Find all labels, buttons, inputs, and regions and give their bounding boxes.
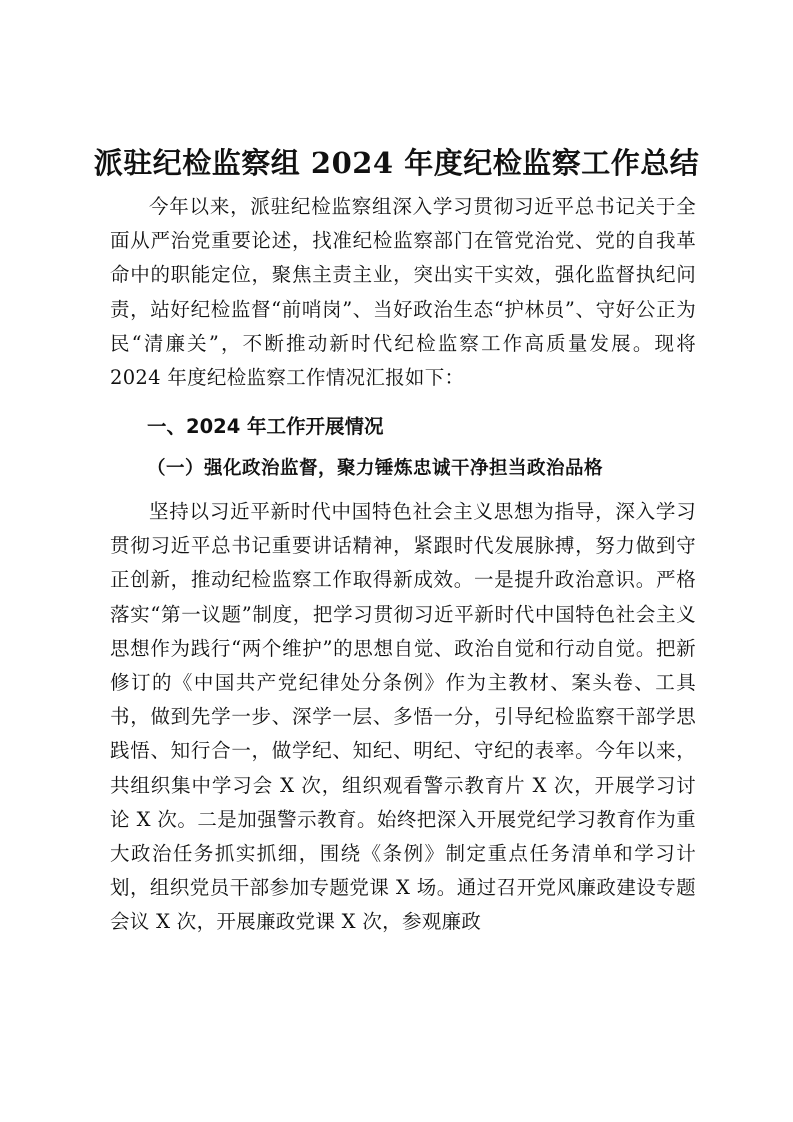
intro-paragraph: 今年以来，派驻纪检监察组深入学习贯彻习近平总书记关于全面从严治党重要论述，找准纪检监察部门在管党治党、党的自我革命中的职能定位，聚焦主责主业，突出实干实效，强化监督执纪问责，站好纪检监督“前哨岗”、当好政治生态“护林员”、守好公正为民“清廉关”，不断推动新时代纪检监察工作高质量发展。现将 2024 年度纪检监察工作情况汇报如下： [110,195,696,390]
document-title: 派驻纪检监察组 2024 年度纪检监察工作总结 [93,146,700,180]
subsection-paragraph-block [110,495,696,940]
subsection-heading: （一）强化政治监督，聚力锤炼忠诚干净担当政治品格 [147,458,604,479]
subsection-paragraph: 坚持以习近平新时代中国特色社会主义思想为指导，深入学习贯彻习近平总书记重要讲话精神，紧跟时代发展脉搏，努力做到守正创新，推动纪检监察工作取得新成效。一是提升政治意识。严格落实“第一议题”制度，把学习贯彻习近平新时代中国特色社会主义思想作为践行“两个维护”的思想自觉、政治自觉和行动自觉。把新修订的《中国共产党纪律处分条例》作为主教材、案头卷、工具书，做到先学一步、深学一层、多悟一分，引导纪检监察干部学思践悟、知行合一，做学纪、知纪、明纪、守纪的表率。今年以来，共组织集中学习会 X 次，组织观看警示教育片 X 次，开展学习讨论 X 次。二是加强警示教育。始终把深入开展党纪学习教育作为重大政治任务抓实抓细，围绕《条例》制定重点任务清单和学习计划，组织党员干部参加专题党课 X 场。通过召开党风廉政建设专题会议 X 次，开展廉政党课 X 次，参观廉政 [110,500,696,934]
section-heading: 一、2024 年工作开展情况 [147,415,384,438]
intro-paragraph-block [110,190,696,395]
